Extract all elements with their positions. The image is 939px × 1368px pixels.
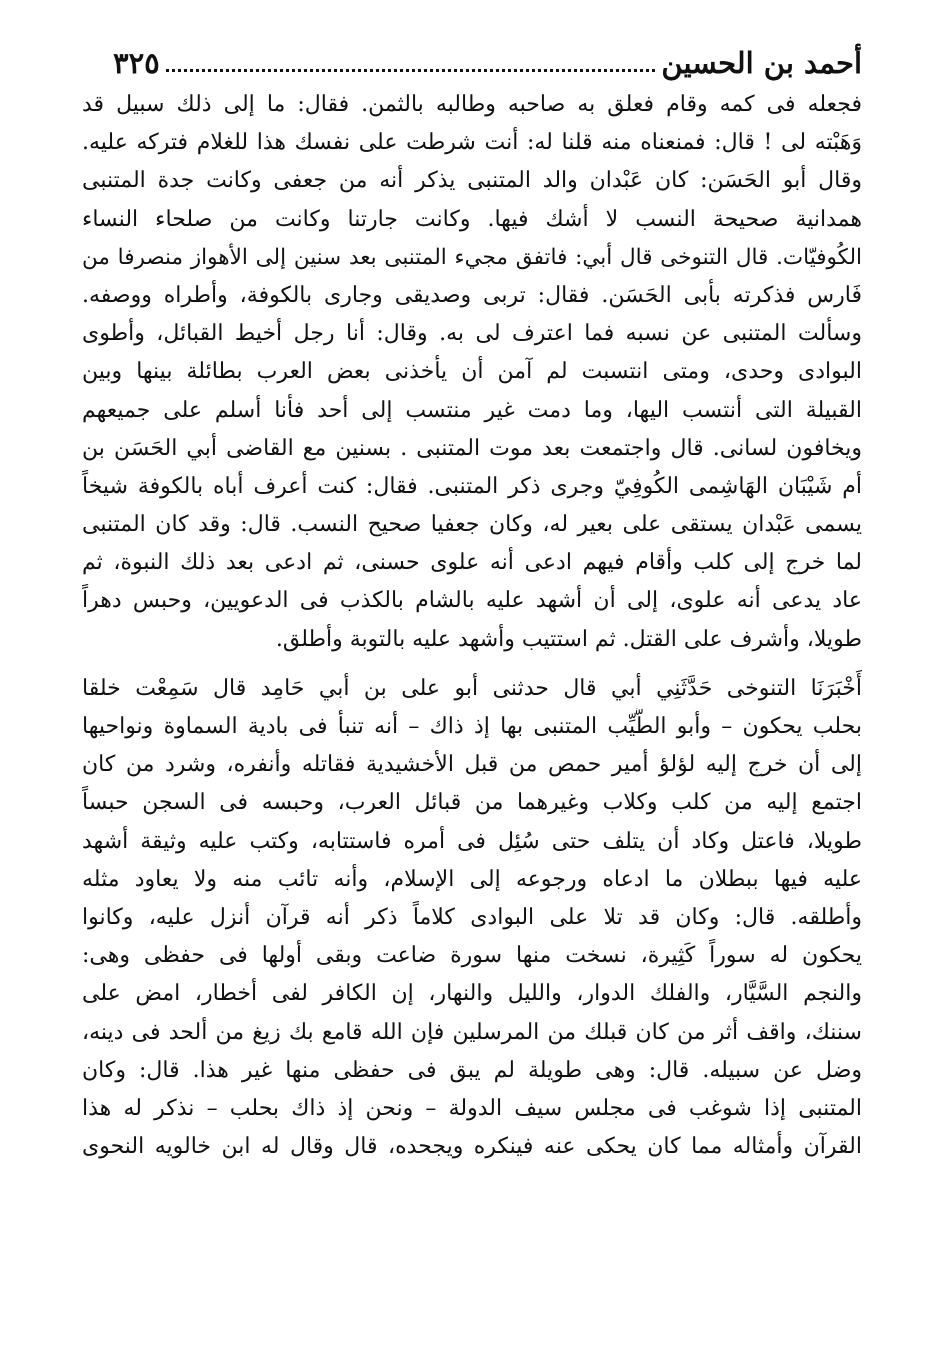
text-line: القرآن وأمثاله مما كان يحكى عنه فينكره ويجحده، قال وقال له ابن خالويه النحوى [82,1134,862,1160]
running-header [113,38,862,82]
paragraph-2 [82,670,862,1166]
text-line: الكُوفيّات. قال التنوخى قال أبي: فاتفق مجيء المتنبى بعد سنين إلى الأهواز منصرفا من [82,244,862,270]
body-text [82,86,862,1166]
text-line: طويلا، فاعتل وكاد أن يتلف حتى سُئِل فى أمره فاستتابه، وكتب عليه وثيقة أشهد [82,828,862,854]
text-line: سننك، واقف أثر من كان قبلك من المرسلين فإن الله قامع بك زيغ من ألحد فى دينه، [82,1019,862,1045]
text-line: همدانية صحيحة النسب لا أشك فيها. وكانت جارتنا وكانت من صلحاء النساء [82,206,862,232]
text-line: بحلب يحكون – وأبو الطَّيِّب المتنبى بها إذ ذاك – أنه تنبأ فى بادية السماوة ونواحيها [82,714,862,739]
text-line: القبيلة التى أنتسب اليها، وما دمت غير منتسب إلى أحد فأنا أسلم على جميعهم [82,397,862,423]
text-line: عاد يدعى أنه علوى، إلى أن أشهد عليه بالشام بالكذب فى الدعويين، وحبس دهراً [82,588,862,614]
text-line: لما خرج إلى كلب وأقام فيهم ادعى أنه علوى حسنى، ثم ادعى بعد ذلك النبوة، ثم [82,550,862,576]
text-line: أم شَيْبَان الهَاشِمى الكُوفِيّ وجرى ذكر المتنبى. فقال: كنت أعرف أباه بالكوفة شيخاً [82,473,862,499]
text-line: يحكون له سوراً كَثِيرة، نسخت منها سورة ضاعت وبقى أولها فى حفظى وهى: [82,943,862,969]
text-line: المتنبى إذا شوغب فى مجلس سيف الدولة – ونحن إذ ذاك بحلب – نذكر له هذا [82,1095,862,1121]
text-line: أَخْبَرَنَا التنوخى حَدَّثَنِي أبي قال حدثنى أبو على بن أبي حَامِد قال سَمِعْت خلقا [82,675,862,701]
paragraph-1 [82,86,862,659]
text-line: وَهَبْته لى ! قال: فمنعناه منه قلنا له: أنت شرطت على نفسك هذا للغلام فتركه عليه. [82,130,862,156]
text-line: فجعله فى كمه وقام فعلق به صاحبه وطالبه بالثمن. فقال: ما إلى ذلك سبيل قد [82,92,862,117]
text-line: يسمى عَبْدان يستقى على بعير له، وكان جعفيا صحيح النسب. قال: وقد كان المتنبى [82,512,862,538]
text-line: اجتمع إليه من كلب وكلاب وغيرهما من قبائل العرب، وحبسه فى السجن حبساً [82,790,862,816]
text-line: إلى أن خرج إليه لؤلؤ أمير حمص من قبل الأخشيدية فقاتله وأنفره، وشرد من كان [82,752,862,778]
text-line: عليه فيها ببطلان ما ادعاه ورجوعه إلى الإسلام، وأنه تائب منه ولا يعاود مثله [82,866,862,892]
text-line: ويخافون لسانى. قال واجتمعت بعد موت المتنبى . بسنين مع القاضى أبي الحَسَن بن [82,435,862,461]
text-line: وسألت المتنبى عن نسبه فما اعترف لى به. وقال: أنا رجل أخيط القبائل، وأطوى [82,321,862,347]
text-line: وضل عن سبيله. قال: وهى طويلة لم يبق فى حفظى منها غير هذا. قال: وكان [82,1057,862,1083]
text-line: فَارس فذكرته بأبى الحَسَن. فقال: تربى وصديقى وجارى بالكوفة، وأطراه ووصفه. [82,282,862,308]
running-header-title: أحمد بن الحسين [661,46,862,80]
paragraph-gap [82,659,862,670]
text-line: وأطلقه. قال: وكان قد تلا على البوادى كلاماً ذكر أنه قرآن أنزل عليه، وكانوا [82,904,862,930]
text-line: طويلا، وأشرف على القتل. ثم استتيب وأشهد عليه بالتوبة وأطلق. [275,626,862,652]
header-dot-leader [166,69,656,72]
text-line: والنجم السَّيَّار، والفلك الدوار، والليل والنهار، إن الكافر لفى أخطار، امض على [82,981,862,1007]
text-line: البوادى وحدى، ومتى انتسبت لم آمن أن يأخذنى بعض العرب بطائلة بينها وبين [82,359,862,385]
text-line: وقال أبو الحَسَن: كان عَبْدان والد المتنبى يذكر أنه من جعفى وكانت جدة المتنبى [82,168,862,194]
page-number: ٣٢٥ [113,46,160,80]
